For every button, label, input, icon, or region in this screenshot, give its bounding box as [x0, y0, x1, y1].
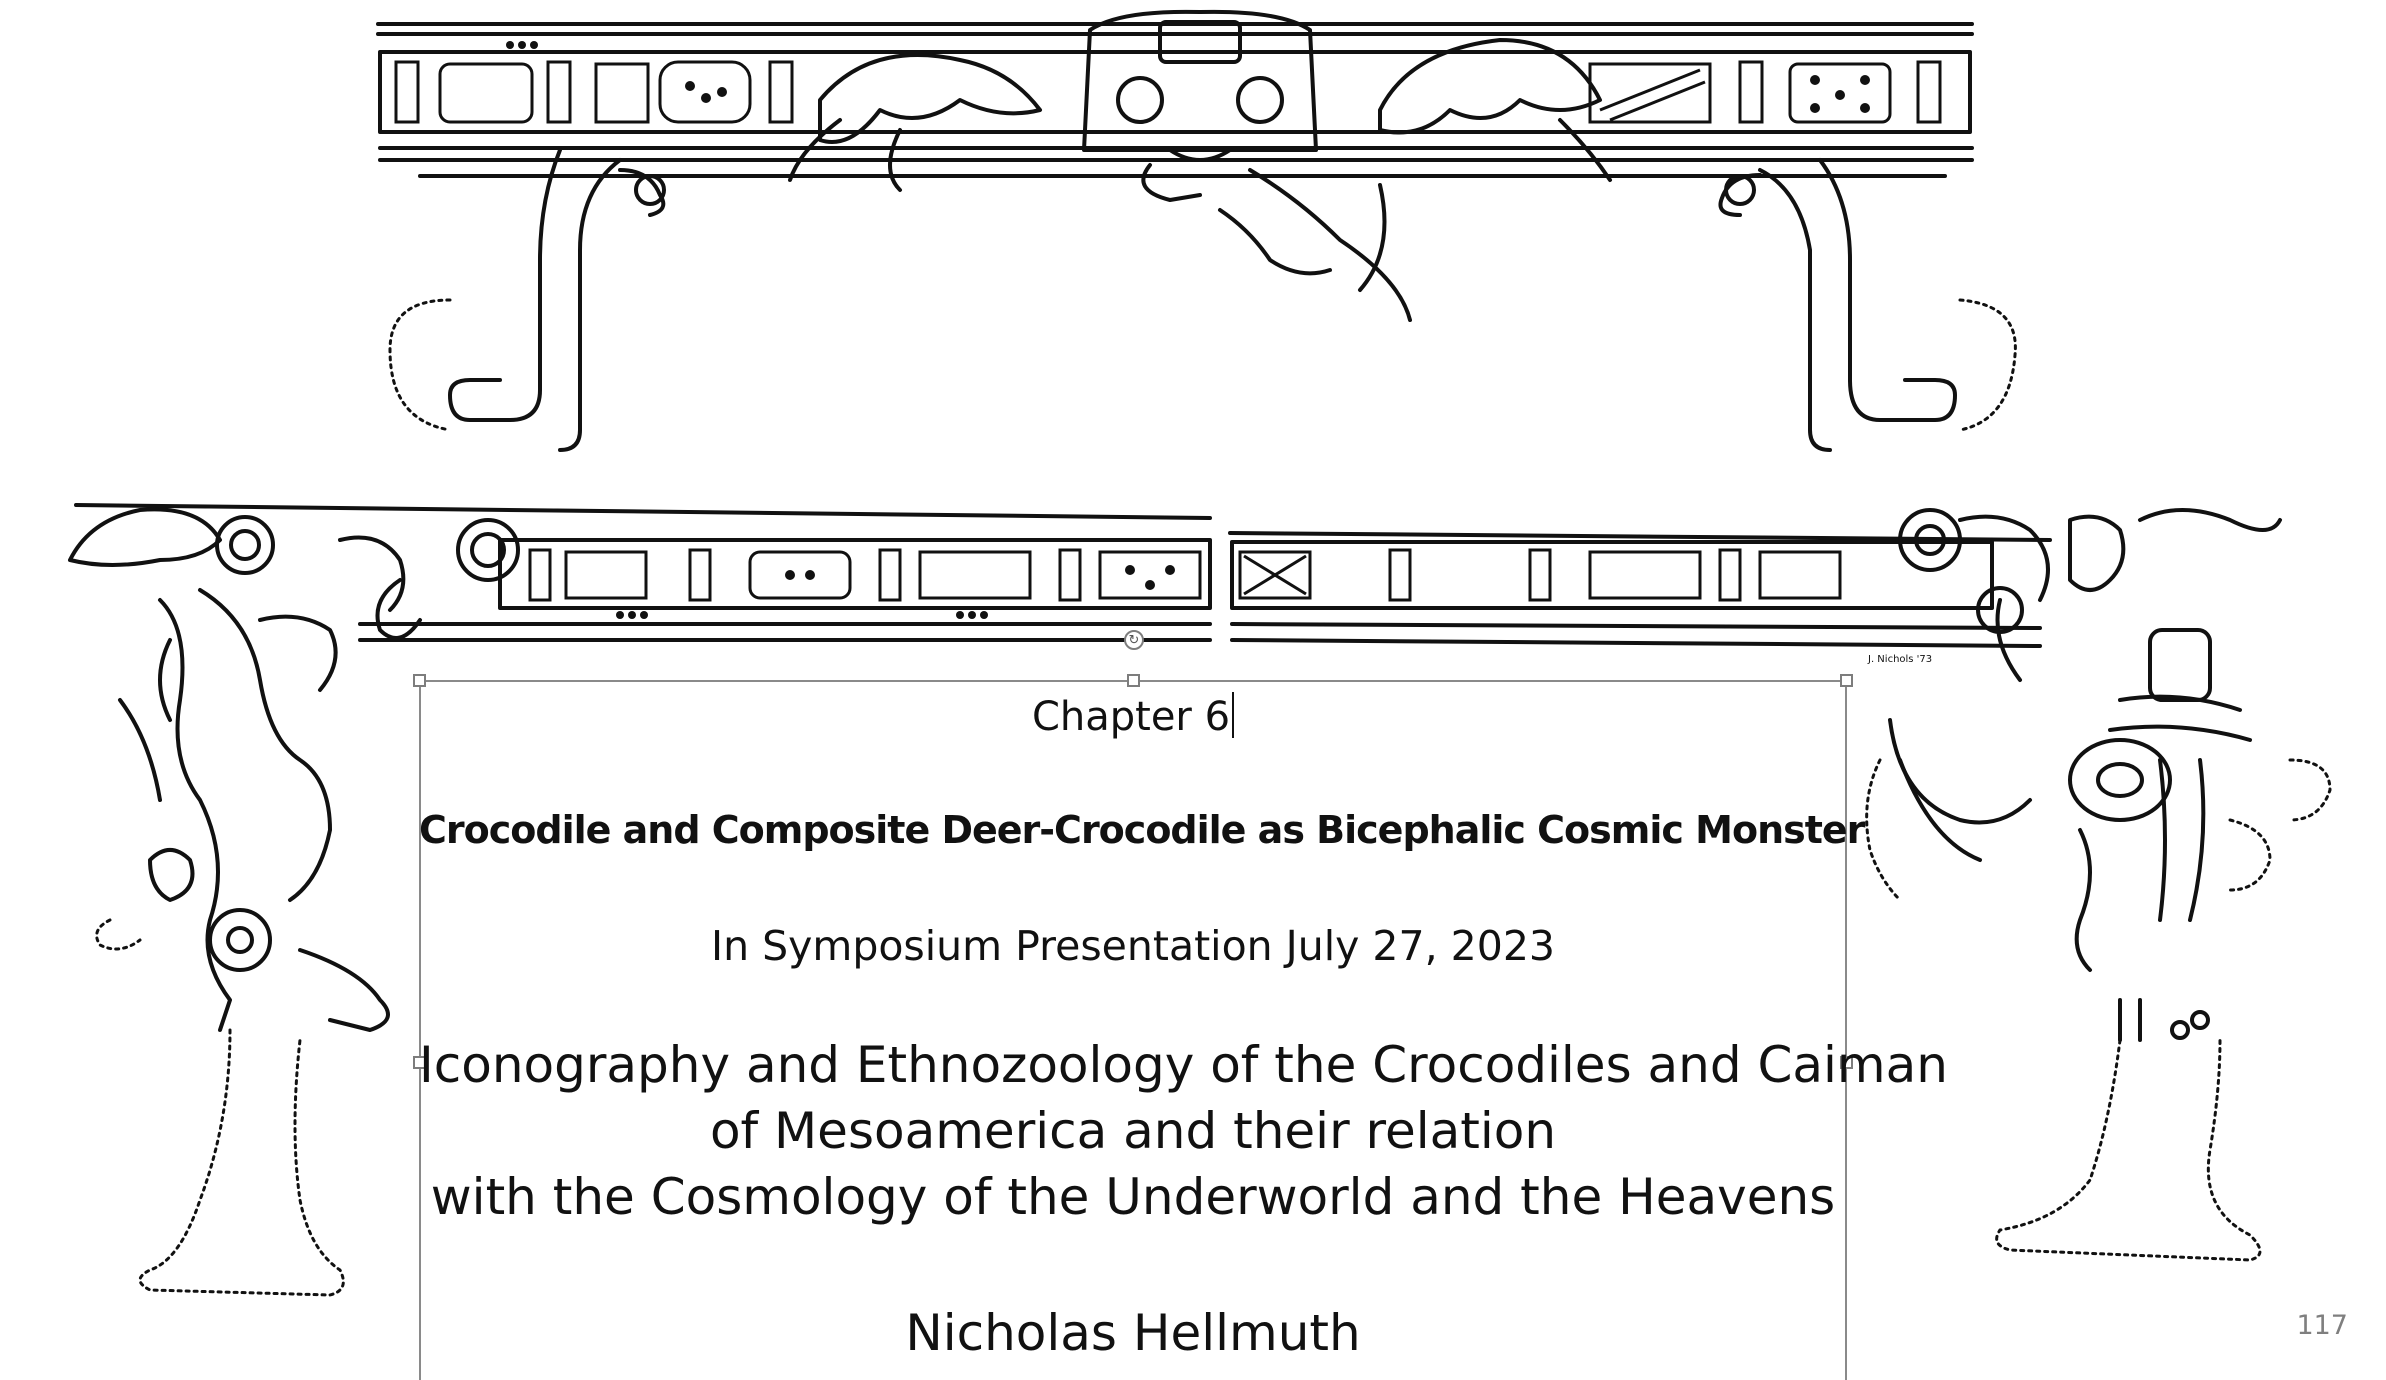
resize-handle-icon[interactable]	[1840, 674, 1853, 687]
slide-subtitle[interactable]	[419, 1032, 1948, 1230]
subtitle-line: with the Cosmology of the Underworld and the Heavens	[430, 1168, 1836, 1226]
subtitle-line: of Mesoamerica and their relation	[709, 1102, 1557, 1160]
svg-text:J. Nichols '73: J. Nichols '73	[1868, 654, 1933, 665]
resize-handle-icon[interactable]	[413, 674, 426, 687]
top-celestial-band	[378, 12, 2015, 450]
text-cursor	[1232, 692, 1234, 738]
resize-handle-icon[interactable]	[1127, 674, 1140, 687]
author-name[interactable]: Nicholas Hellmuth	[905, 1304, 1361, 1362]
chapter-label[interactable]: Chapter 6	[419, 692, 1847, 740]
rotate-handle-icon[interactable]: ↻	[1124, 630, 1144, 650]
title-text-box[interactable]	[419, 680, 1948, 1380]
page-number: 117	[2296, 1310, 2348, 1341]
subtitle-line: Iconography and Ethnozoology of the Crocodiles and Caiman	[419, 1036, 1948, 1094]
presentation-date[interactable]: In Symposium Presentation July 27, 2023	[710, 922, 1556, 970]
slide-title[interactable]: Crocodile and Composite Deer-Crocodile as Bicephalic Cosmic Monster	[419, 808, 1865, 852]
